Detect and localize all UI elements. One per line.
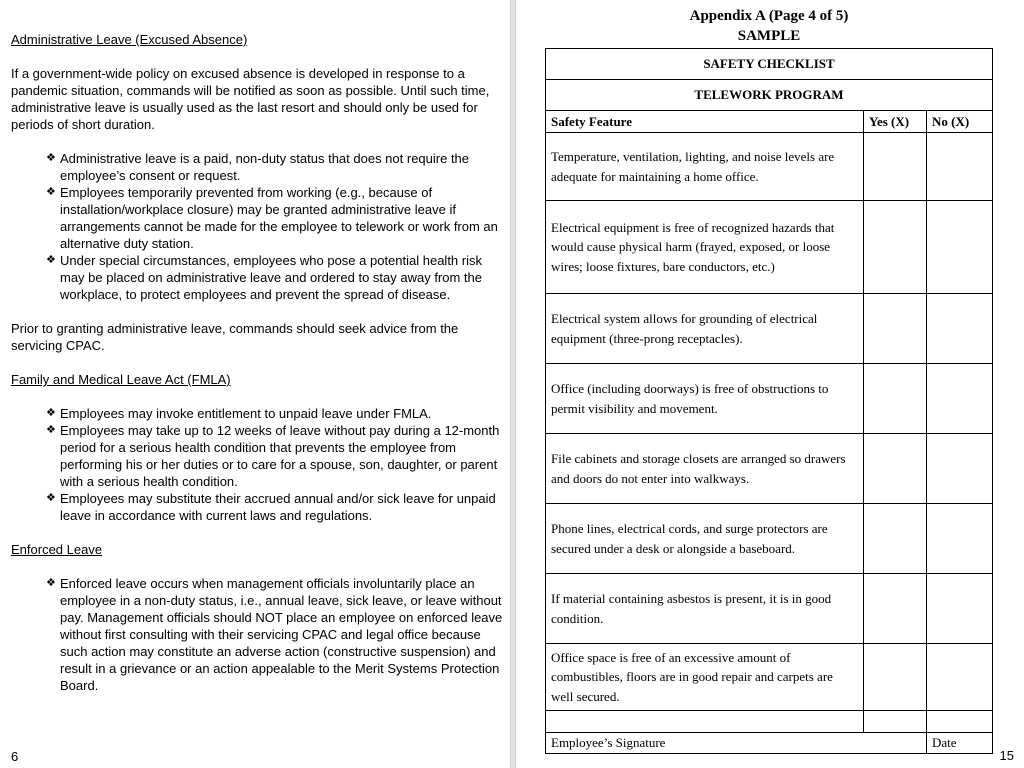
bullet-item: ❖ Employees temporarily prevented from working (e.g., because of installation/workplace closure) may be granted administrative leave if arrangements cannot be made for the employee to telework or work from an alternative duty station.	[46, 185, 498, 251]
date-field[interactable]: Date	[927, 733, 993, 754]
table-row	[546, 434, 993, 504]
bullet-item: ❖ Under special circumstances, employees who pose a potential health risk may be placed on administrative leave and ordered to stay away from the workplace, to protect employees and prevent the spread of disease.	[46, 253, 483, 302]
safety-feature-cell: File cabinets and storage closets are arranged so drawers and doors do not enter into walkways.	[546, 434, 864, 504]
safety-feature-cell: Electrical system allows for grounding of electrical equipment (three-prong receptacles).	[546, 294, 864, 364]
checklist-title: SAFETY CHECKLIST	[546, 49, 993, 80]
appendix-title: Appendix A (Page 4 of 5)	[689, 8, 849, 24]
diamond-bullet-icon: ❖	[46, 254, 56, 266]
table-row-empty	[546, 711, 993, 733]
bullet-item: ❖ Administrative leave is a paid, non-duty status that does not require the employee’s consent or request.	[46, 151, 470, 183]
yes-checkbox-cell[interactable]	[864, 133, 927, 201]
section-heading-administrative-leave: Administrative Leave (Excused Absence)	[11, 32, 248, 47]
diamond-bullet-icon: ❖	[46, 577, 56, 589]
no-checkbox-cell[interactable]	[927, 294, 993, 364]
safety-feature-cell: Phone lines, electrical cords, and surge protectors are secured under a desk or alongside a baseboard.	[546, 504, 864, 574]
program-title: TELEWORK PROGRAM	[546, 80, 993, 111]
sample-label: SAMPLE	[737, 28, 801, 44]
bullet-item: ❖ Enforced leave occurs when management officials involuntarily place an employee in a non-duty status, i.e., annual leave, sick leave, or leave without pay. Management officials should NOT place an employee on enforced leave without first consulting with their servicing CPAC and legal office because such action may constitute an adverse action (constructive suspension) and result in a grievance or an action appealable to the Merit Systems Protection Board.	[46, 576, 503, 693]
left-page-content	[11, 31, 503, 694]
left-page	[0, 0, 510, 768]
safety-feature-cell: Electrical equipment is free of recognized hazards that would cause physical harm (frayed, exposed, or loose wires; loose fixtures, bare conductors, etc.)	[546, 201, 864, 294]
yes-checkbox-cell[interactable]	[864, 434, 927, 504]
page-number-left: 6	[11, 749, 19, 764]
page-number-right: 15	[999, 748, 1014, 763]
diamond-bullet-icon: ❖	[46, 492, 56, 504]
safety-feature-cell: Office space is free of an excessive amount of combustibles, floors are in good repair and carpets are well secured.	[546, 644, 864, 711]
no-checkbox-cell[interactable]	[927, 574, 993, 644]
safety-feature-cell: Office (including doorways) is free of obstructions to permit visibility and movement.	[546, 364, 864, 434]
bullet-item: ❖ Employees may take up to 12 weeks of leave without pay during a 12-month period for a serious health condition that prevents the employee from performing his or her duties or to care for a spouse, son, daughter, or parent with a serious health condition.	[46, 423, 500, 489]
empty-cell	[927, 711, 993, 733]
table-row	[546, 201, 993, 294]
fmla-bullets	[11, 405, 503, 524]
right-page	[545, 6, 993, 754]
column-header-feature: Safety Feature	[546, 111, 864, 133]
yes-checkbox-cell[interactable]	[864, 364, 927, 434]
table-row	[546, 133, 993, 201]
signature-row	[546, 733, 993, 754]
no-checkbox-cell[interactable]	[927, 644, 993, 711]
empty-cell	[864, 711, 927, 733]
yes-checkbox-cell[interactable]	[864, 574, 927, 644]
section-heading-fmla: Family and Medical Leave Act (FMLA)	[11, 372, 231, 387]
no-checkbox-cell[interactable]	[927, 201, 993, 294]
column-header-yes: Yes (X)	[864, 111, 927, 133]
employee-signature-field[interactable]: Employee’s Signature	[546, 733, 927, 754]
administrative-leave-intro: If a government-wide policy on excused absence is developed in response to a pandemic situation, commands will be notified as soon as possible. Until such time, administrative leave is usually used as the last resort and should only be used for periods of short duration.	[11, 66, 490, 132]
table-row	[546, 364, 993, 434]
table-row	[546, 644, 993, 711]
section-heading-enforced-leave: Enforced Leave	[11, 542, 103, 557]
column-header-row	[546, 111, 993, 133]
no-checkbox-cell[interactable]	[927, 364, 993, 434]
administrative-leave-bullets	[11, 150, 503, 303]
safety-feature-cell: If material containing asbestos is present, it is in good condition.	[546, 574, 864, 644]
enforced-leave-bullets	[11, 575, 503, 694]
table-row	[546, 294, 993, 364]
administrative-leave-outro: Prior to granting administrative leave, commands should seek advice from the servicing CPAC.	[11, 321, 459, 353]
empty-cell	[546, 711, 864, 733]
diamond-bullet-icon: ❖	[46, 424, 56, 436]
yes-checkbox-cell[interactable]	[864, 294, 927, 364]
table-row	[546, 574, 993, 644]
diamond-bullet-icon: ❖	[46, 186, 56, 198]
yes-checkbox-cell[interactable]	[864, 201, 927, 294]
page-divider	[510, 0, 516, 768]
no-checkbox-cell[interactable]	[927, 504, 993, 574]
yes-checkbox-cell[interactable]	[864, 504, 927, 574]
diamond-bullet-icon: ❖	[46, 407, 56, 419]
safety-checklist-table	[545, 48, 993, 754]
safety-feature-cell: Temperature, ventilation, lighting, and noise levels are adequate for maintaining a home office.	[546, 133, 864, 201]
yes-checkbox-cell[interactable]	[864, 644, 927, 711]
bullet-item: ❖ Employees may substitute their accrued annual and/or sick leave for unpaid leave in accordance with current laws and regulations.	[46, 491, 496, 523]
no-checkbox-cell[interactable]	[927, 434, 993, 504]
no-checkbox-cell[interactable]	[927, 133, 993, 201]
bullet-item: ❖ Employees may invoke entitlement to unpaid leave under FMLA.	[46, 406, 432, 421]
table-row	[546, 504, 993, 574]
column-header-no: No (X)	[927, 111, 993, 133]
diamond-bullet-icon: ❖	[46, 152, 56, 164]
